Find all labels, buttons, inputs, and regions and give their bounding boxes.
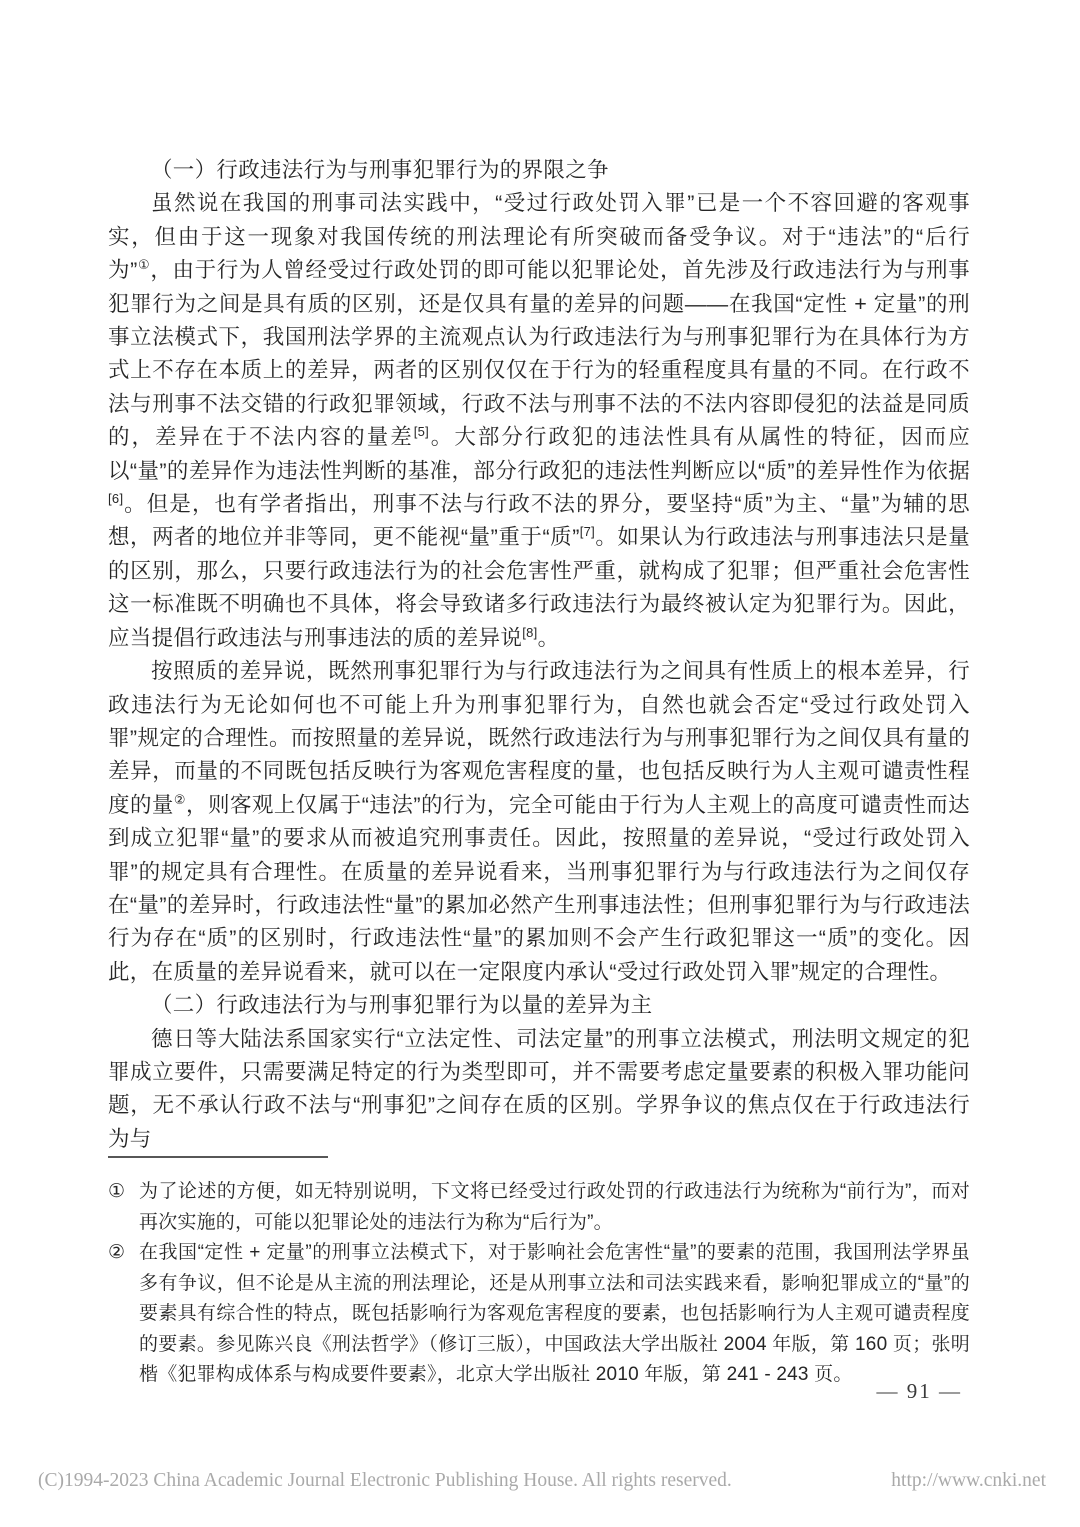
section-1-heading: （一）行政违法行为与刑事犯罪行为的界限之争: [151, 158, 609, 182]
footer-url[interactable]: http://www.cnki.net: [891, 1470, 1046, 1491]
footnote-separator: [108, 1156, 328, 1158]
body-paragraph: 德日等大陆法系国家实行“立法定性、司法定量”的刑事立法模式，刑法明文规定的犯罪成立要件，只需要满足特定的行为类型即可，并不需要考虑定量要素的积极入罪功能问题，无不承认行政不法与“刑事犯”之间存在质的区别。学界争议的焦点仅在于行政违法行为与: [108, 1026, 970, 1151]
page-number: — 91 —: [876, 1379, 962, 1403]
footnote-2-marker: ②: [108, 1242, 126, 1263]
footnote-1-text: 为了论述的方便，如无特别说明，下文将已经受过行政处罚的行政违法行为统称为“前行为”，而对再次实施的，可能以犯罪论处的违法行为称为“后行为”。: [139, 1181, 970, 1233]
article-body: [108, 154, 970, 1156]
copyright-text: (C)1994-2023 China Academic Journal Electronic Publishing House. All rights reserved.: [38, 1470, 732, 1491]
footnote-2: [108, 1238, 970, 1391]
footnote-1: [108, 1177, 970, 1238]
body-paragraph: 按照质的差异说，既然刑事犯罪行为与行政违法行为之间具有性质上的根本差异，行政违法行为无论如何也不可能上升为刑事犯罪行为，自然也就会否定“受过行政处罚入罪”规定的合理性。而按照量的差异说，既然行政违法行为与刑事犯罪行为之间仅具有量的差异，而量的不同既包括反映行为客观危害程度的量，也包括反映行为人主观可谴责性程度的量②，则客观上仅属于“违法”的行为，完全可能由于行为人主观上的高度可谴责性而达到成立犯罪“量”的要求从而被追究刑事责任。因此，按照量的差异说，“受过行政处罚入罪”的规定具有合理性。在质量的差异说看来，当刑事犯罪行为与行政违法行为之间仅存在“量”的差异时，行政违法性“量”的累加必然产生刑事违法性；但刑事犯罪行为与行政违法行为存在“质”的区别时，行政违法性“量”的累加则不会产生行政犯罪这一“质”的变化。因此，在质量的差异说看来，就可以在一定限度内承认“受过行政处罚入罪”规定的合理性。: [108, 659, 970, 984]
footnote-2-text: 在我国“定性 + 定量”的刑事立法模式下，对于影响社会危害性“量”的要素的范围，我国刑法学界虽多有争议，但不论是从主流的刑法理论，还是从刑事立法和司法实践来看，影响犯罪成立的“量”的要素具有综合性的特点，既包括影响行为客观危害程度的要素，也包括影响行为人主观可谴责程度的要素。参见陈兴良《刑法哲学》（修订三版），中国政法大学出版社 2004 年版，第 160 页；张明楷《犯罪构成体系与构成要件要素》，北京大学出版社 2010 年版，第 241 - 243 页。: [139, 1242, 970, 1385]
page-footer: [38, 1470, 1046, 1492]
footnotes-block: [108, 1156, 970, 1391]
section-2-heading: （二）行政违法行为与刑事犯罪行为以量的差异为主: [151, 993, 653, 1018]
body-paragraph: 虽然说在我国的刑事司法实践中，“受过行政处罚入罪”已是一个不容回避的客观事实，但由于这一现象对我国传统的刑法理论有所突破而备受争议。对于“违法”的“后行为”①，由于行为人曾经受过行政处罚的即可能以犯罪论处，首先涉及行政违法行为与刑事犯罪行为之间是具有质的区别，还是仅具有量的差异的问题——在我国“定性 + 定量”的刑事立法模式下，我国刑法学界的主流观点认为行政违法行为与刑事犯罪行为在具体行为方式上不存在本质上的差异，两者的区别仅仅在于行为的轻重程度具有量的不同。在行政不法与刑事不法交错的行政犯罪领域，行政不法与刑事不法的不法内容即侵犯的法益是同质的，差异在于不法内容的量差[5]。大部分行政犯的违法性具有从属性的特征，因而应以“量”的差异作为违法性判断的基准，部分行政犯的违法性判断应以“质”的差异性作为依据[6]。但是，也有学者指出，刑事不法与行政不法的界分，要坚持“质”为主、“量”为辅的思想，两者的地位并非等同，更不能视“量”重于“质”[7]。如果认为行政违法与刑事违法只是量的区别，那么，只要行政违法行为的社会危害性严重，就构成了犯罪；但严重社会危害性这一标准既不明确也不具体，将会导致诸多行政违法行为最终被认定为犯罪行为。因此，应当提倡行政违法与刑事违法的质的差异说[8]。: [108, 191, 970, 650]
footnote-1-marker: ①: [108, 1181, 126, 1202]
